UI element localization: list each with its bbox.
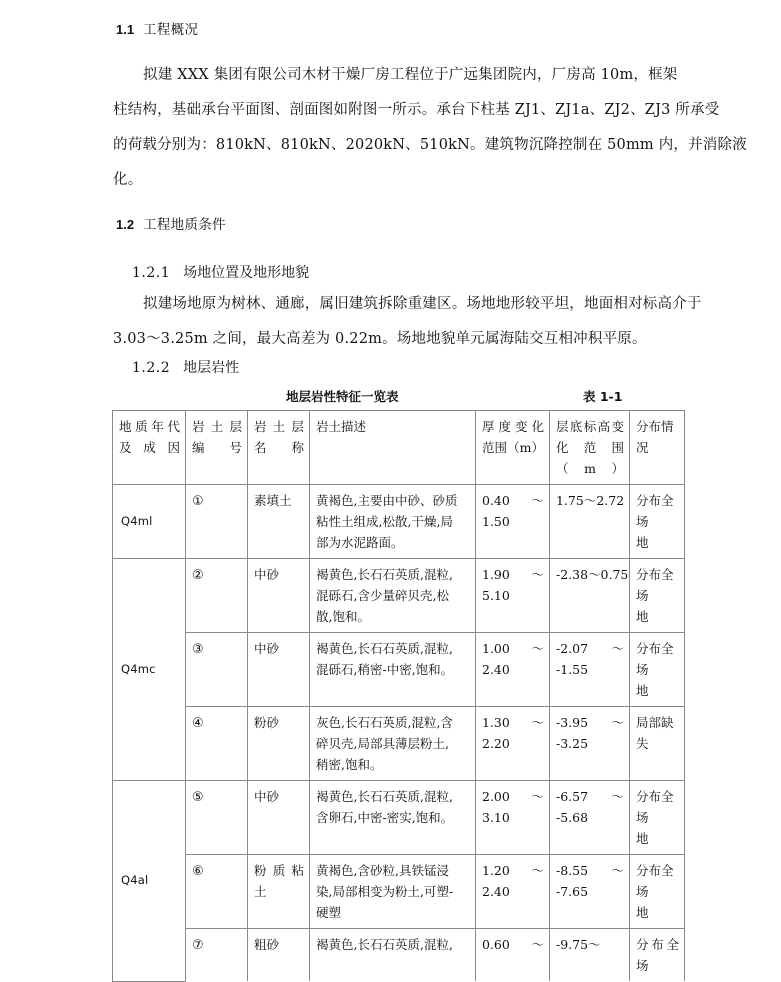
table-cell-distribution [630,485,685,559]
table-cell-text: 地 [636,831,649,846]
table-cell-text: 地 [636,905,649,920]
table-cell-layer-number [186,929,248,982]
table-cell-description [310,707,476,781]
table-cell-thickness [476,707,550,781]
paragraph-1-1-line-1: 拟建 XXX 集团有限公司木材干燥厂房工程位于广远集团院内，厂房高 10m，框架 [143,67,678,83]
range-tilde: ～ [611,641,624,656]
table-cell-description [310,559,476,633]
table-cell-text: 分布全场 [636,493,674,529]
table-cell-elevation [550,781,630,855]
paragraph-1-1-line-3: 的荷载分别为：810kN、810kN、2020kN、510kN。建筑物沉降控制在 50mm 内，并消除液 [113,137,747,153]
heading-1-2-title: 工程地质条件 [143,217,226,233]
table-cell-text: 2.20 [482,736,510,751]
table-cell-text: 分布全场 [636,937,679,973]
table-cell-text: -2.07 [556,641,589,656]
table-header-text: 岩土层 [254,419,304,434]
table-cell-text: 5.10 [482,588,510,603]
range-tilde: ～ [611,789,624,804]
heading-1-2 [116,213,226,233]
circled-number-icon: ② [192,568,204,583]
circled-number-icon: ④ [192,716,204,731]
table-cell-text: 土 [254,884,267,899]
table-cell-layer-number [186,633,248,707]
table-cell-description [310,929,476,982]
table-row [113,559,685,633]
table-header-text: 岩土层 [192,419,242,434]
table-cell-text: 灰色,长石石英质,混粒,含 [316,715,453,730]
table-cell-text: 2.00 [482,789,510,804]
table-cell-description [310,781,476,855]
table-cell-elevation [550,559,630,633]
table-cell-elevation [550,855,630,929]
table-header-text: 范围（m） [482,440,544,455]
table-cell-text: 地 [636,535,649,550]
range-tilde: ～ [531,567,544,582]
table-cell-text: 2.40 [482,884,510,899]
table-cell-layer-number [186,559,248,633]
table-cell-distribution [630,707,685,781]
table-cell-thickness [476,559,550,633]
table-cell-text: -5.68 [556,810,589,825]
table-header-text: 编号 [192,440,242,455]
circled-number-icon: ⑥ [192,864,204,879]
range-tilde: ～ [531,493,544,508]
table-cell-distribution [630,781,685,855]
table-cell-text: -7.65 [556,884,589,899]
table-cell-text: 染,局部相变为粉土,可塑- [316,884,454,899]
table-cell-text: 1.20 [482,863,510,878]
table-cell-distribution [630,633,685,707]
range-tilde: ～ [531,641,544,656]
table-cell-text: 粉质粘 [254,863,304,878]
heading-1-1-title: 工程概况 [143,22,199,38]
table-cell-text: 褐黄色,长石石英质,混粒, [316,789,453,804]
table-cell-text: -3.95 [556,715,589,730]
table-cell-description [310,485,476,559]
table-cell-text: 黄褐色,含砂粒,具铁锰浸 [316,863,449,878]
circled-number-icon: ⑦ [192,938,204,953]
table-header-cell [310,411,476,485]
table-cell-text: -9.75～ [556,937,601,952]
table-cell-text: -2.38～0.75 [556,567,629,582]
table-cell-elevation [550,929,630,982]
range-tilde: ～ [611,863,624,878]
table-cell-era: Q4al [113,781,186,982]
table-cell-text: -3.25 [556,736,589,751]
table-header-text: 地质年代 [119,419,180,434]
table-cell-text: 分布全场 [636,567,674,603]
table-cell-thickness [476,855,550,929]
heading-1-2-2 [132,357,239,377]
table-cell-text: 褐黄色,长石石英质,混粒, [316,567,453,582]
table-header-text: 名称 [254,440,304,455]
table-cell-text: -1.55 [556,662,589,677]
table-cell-distribution [630,855,685,929]
table-cell-layer-number [186,781,248,855]
heading-1-1-number: 1.1 [116,22,135,37]
paragraph-1-2-1-line-2: 3.03～3.25m 之间，最大高差为 0.22m。场地地貌单元属海陆交互相冲积平原。 [113,331,647,347]
paragraph-1-1-line-4: 化。 [113,172,143,188]
table-header-row [113,411,685,485]
table-cell-text: -6.57 [556,789,589,804]
table-cell-text: 1.75～2.72 [556,493,625,508]
table-cell-text: 1.50 [482,514,510,529]
table-cell-text: 0.60 [482,937,510,952]
geology-table [112,410,685,982]
heading-1-1 [116,18,198,38]
range-tilde: ～ [531,863,544,878]
table-cell-elevation [550,633,630,707]
table-cell-layer-name: 粗砂 [248,929,310,982]
heading-1-2-1-number: 1.2.1 [132,265,171,281]
table-row [113,707,685,781]
table-cell-layer-name: 中砂 [248,633,310,707]
table-header-cell [113,411,186,485]
table-cell-text: 混砾石,含少量碎贝壳,松 [316,588,449,603]
table-header-text: 及成因 [119,440,180,455]
table-cell-layer-number [186,855,248,929]
table-cell-text: 分布全场 [636,641,674,677]
table-cell-layer-name: 素填土 [248,485,310,559]
table-cell-text: 地 [636,609,649,624]
table-cell-layer-number [186,707,248,781]
table-cell-text: 含卵石,中密-密实,饱和。 [316,810,454,825]
table-cell-text: 混砾石,稍密-中密,饱和。 [316,662,454,677]
heading-1-2-1-title: 场地位置及地形地貌 [183,265,310,281]
table-cell-text: 分布全场 [636,789,674,825]
table-header-cell [630,411,685,485]
table-cell-text: 部为水泥路面。 [316,535,404,550]
table-cell-era: Q4mc [113,559,186,781]
table-cell-text: 局部缺失 [636,715,674,751]
table-row [113,633,685,707]
table-cell-thickness [476,633,550,707]
table-cell-distribution [630,559,685,633]
table-cell-thickness [476,485,550,559]
circled-number-icon: ③ [192,642,204,657]
range-tilde: ～ [531,789,544,804]
paragraph-1-2-1-line-1: 拟建场地原为树林、通廊，属旧建筑拆除重建区。场地地形较平坦，地面相对标高介于 [143,296,702,312]
table-cell-layer-name: 粉砂 [248,707,310,781]
table-cell-text: 碎贝壳,局部具薄层粉土, [316,736,449,751]
heading-1-2-2-number: 1.2.2 [132,360,171,376]
table-cell-thickness [476,929,550,982]
table-cell-text: 3.10 [482,810,510,825]
table-cell-text: 褐黄色,长石石英质,混粒, [316,937,453,952]
table-cell-layer-name: 中砂 [248,559,310,633]
table-cell-text: 褐黄色,长石石英质,混粒, [316,641,453,656]
table-caption: 地层岩性特征一览表 [286,389,399,404]
table-header-cell [186,411,248,485]
circled-number-icon: ① [192,494,204,509]
table-cell-description [310,633,476,707]
heading-1-2-number: 1.2 [116,217,135,232]
table-header-cell [248,411,310,485]
circled-number-icon: ⑤ [192,790,204,805]
table-cell-text: 0.40 [482,493,510,508]
table-row [113,855,685,929]
table-row [113,781,685,855]
range-tilde: ～ [531,715,544,730]
table-cell-text: 分布全场 [636,863,674,899]
table-cell-text: 散,饱和。 [316,609,370,624]
table-cell-layer-name: 中砂 [248,781,310,855]
table-cell-layer-number [186,485,248,559]
table-row [113,485,685,559]
table-number: 表 1-1 [583,389,623,404]
table-cell-layer-name [248,855,310,929]
table-cell-era: Q4ml [113,485,186,559]
table-header-text: 岩土描述 [316,419,367,434]
heading-1-2-1 [132,262,309,282]
table-row [113,929,685,982]
table-cell-text: -8.55 [556,863,589,878]
heading-1-2-2-title: 地层岩性 [183,360,240,376]
table-cell-thickness [476,781,550,855]
table-header-text: 厚度变化 [482,419,544,434]
table-cell-text: 地 [636,683,649,698]
table-header-text: 分布情况 [636,419,674,455]
table-header-cell [476,411,550,485]
table-cell-text: 黄褐色,主要由中砂、砂质 [316,493,458,508]
range-tilde: ～ [611,715,624,730]
table-cell-text: 粘性土组成,松散,干燥,局 [316,514,453,529]
table-cell-distribution [630,929,685,982]
table-cell-elevation [550,485,630,559]
table-cell-text: 1.30 [482,715,510,730]
table-cell-text: 1.00 [482,641,510,656]
table-cell-elevation [550,707,630,781]
range-tilde: ～ [531,937,544,952]
table-cell-text: 1.90 [482,567,510,582]
table-header-cell [550,411,630,485]
table-header-text: 层底标高变 [556,419,624,434]
table-cell-text: 稍密,饱和。 [316,757,383,772]
table-header-text: 化范围（m） [556,440,624,476]
table-cell-description [310,855,476,929]
table-cell-text: 2.40 [482,662,510,677]
table-cell-text: 硬塑 [316,905,342,920]
paragraph-1-1-line-2: 柱结构，基础承台平面图、剖面图如附图一所示。承台下柱基 ZJ1、ZJ1a、ZJ2、ZJ3 所承受 [113,102,720,118]
